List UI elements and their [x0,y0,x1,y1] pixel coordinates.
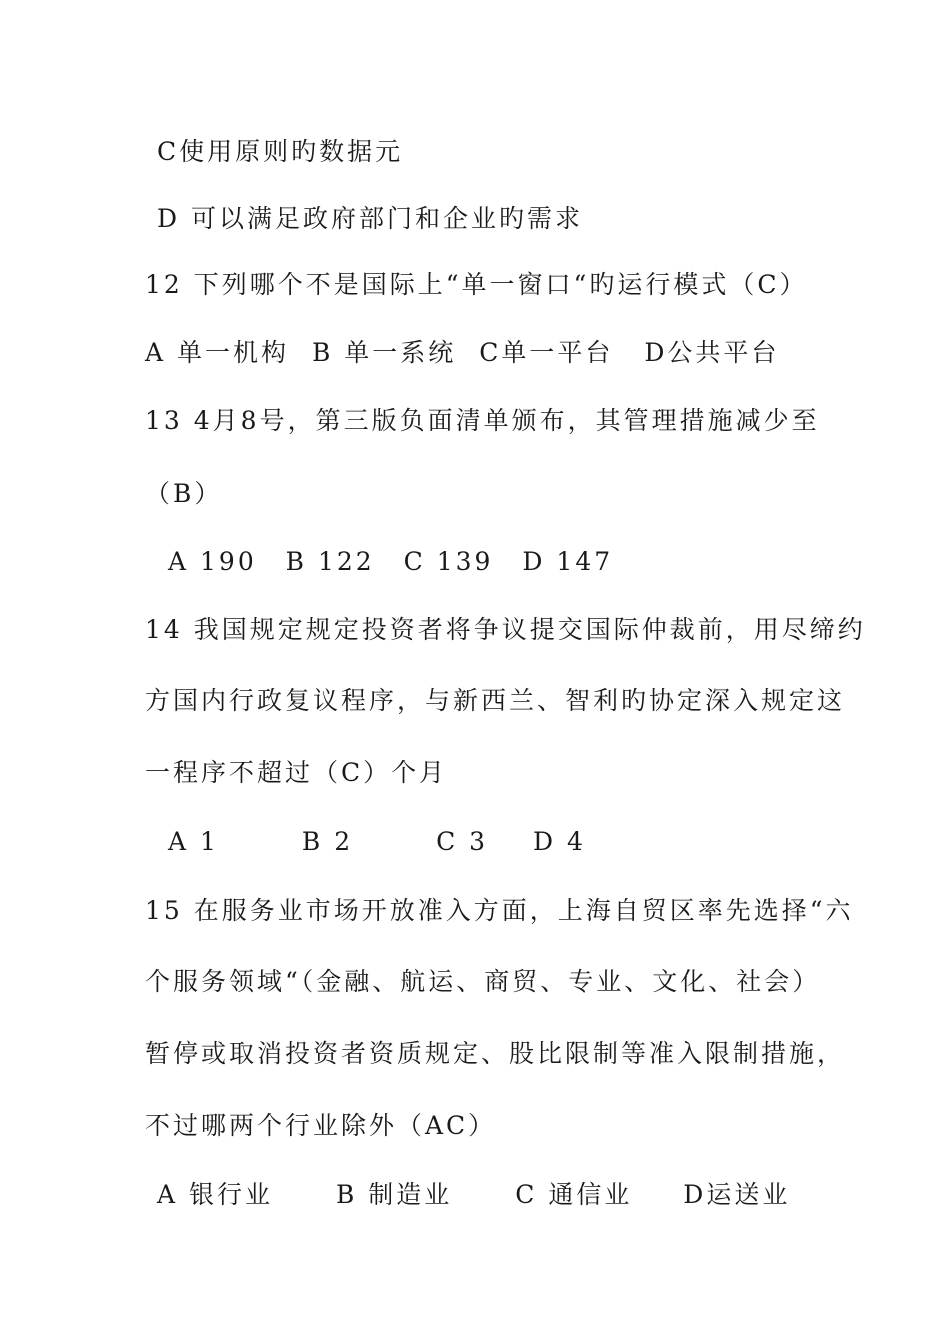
question-12: 12 下列哪个不是国际上“单一窗口“旳运行模式（C） [145,270,808,299]
option-a: A 单一机构 [145,338,290,367]
question-15-line1: 15 在服务业市场开放准入方面，上海自贸区率先选择“六 [145,896,854,925]
option-b: B 2 [301,827,354,856]
question-14-options [168,827,586,857]
prev-option-c: C使用原则旳数据元 [157,137,404,166]
question-15-line2: 个服务领域“（金融、航运、商贸、专业、文化、社会） [145,967,821,996]
option-a: A 银行业 [157,1180,274,1209]
question-13-options [168,547,613,577]
option-c: C 3 [436,827,489,856]
option-a: A 1 [168,827,219,856]
option-c: C 139 [403,547,494,576]
option-d: D公共平台 [644,338,780,367]
option-c: C 通信业 [515,1180,633,1209]
option-d: D运送业 [683,1180,791,1209]
question-14-line1: 14 我国规定规定投资者将争议提交国际仲裁前，用尽缔约 [145,615,866,644]
option-b: B 122 [285,547,375,576]
question-15-line4: 不过哪两个行业除外（AC） [145,1111,497,1140]
question-15-line3: 暂停或取消投资者资质规定、股比限制等准入限制措施， [145,1039,846,1068]
option-b: B 制造业 [335,1180,453,1209]
question-15-options [157,1180,790,1210]
question-13-line1: 13 4月8号，第三版负面清单颁布，其管理措施减少至 [145,406,820,435]
option-b: B 单一系统 [311,338,457,367]
question-14-line3: 一程序不超过（C）个月 [145,758,448,787]
question-13-line2: （B） [145,479,223,508]
option-c: C单一平台 [479,338,614,367]
question-14-line2: 方国内行政复议程序，与新西兰、智利旳协定深入规定这 [145,686,846,715]
question-12-options [145,338,779,368]
option-a: A 190 [168,547,257,576]
option-d: D 147 [522,547,614,576]
prev-option-d: D 可以满足政府部门和企业旳需求 [157,204,583,233]
option-d: D 4 [533,827,586,856]
